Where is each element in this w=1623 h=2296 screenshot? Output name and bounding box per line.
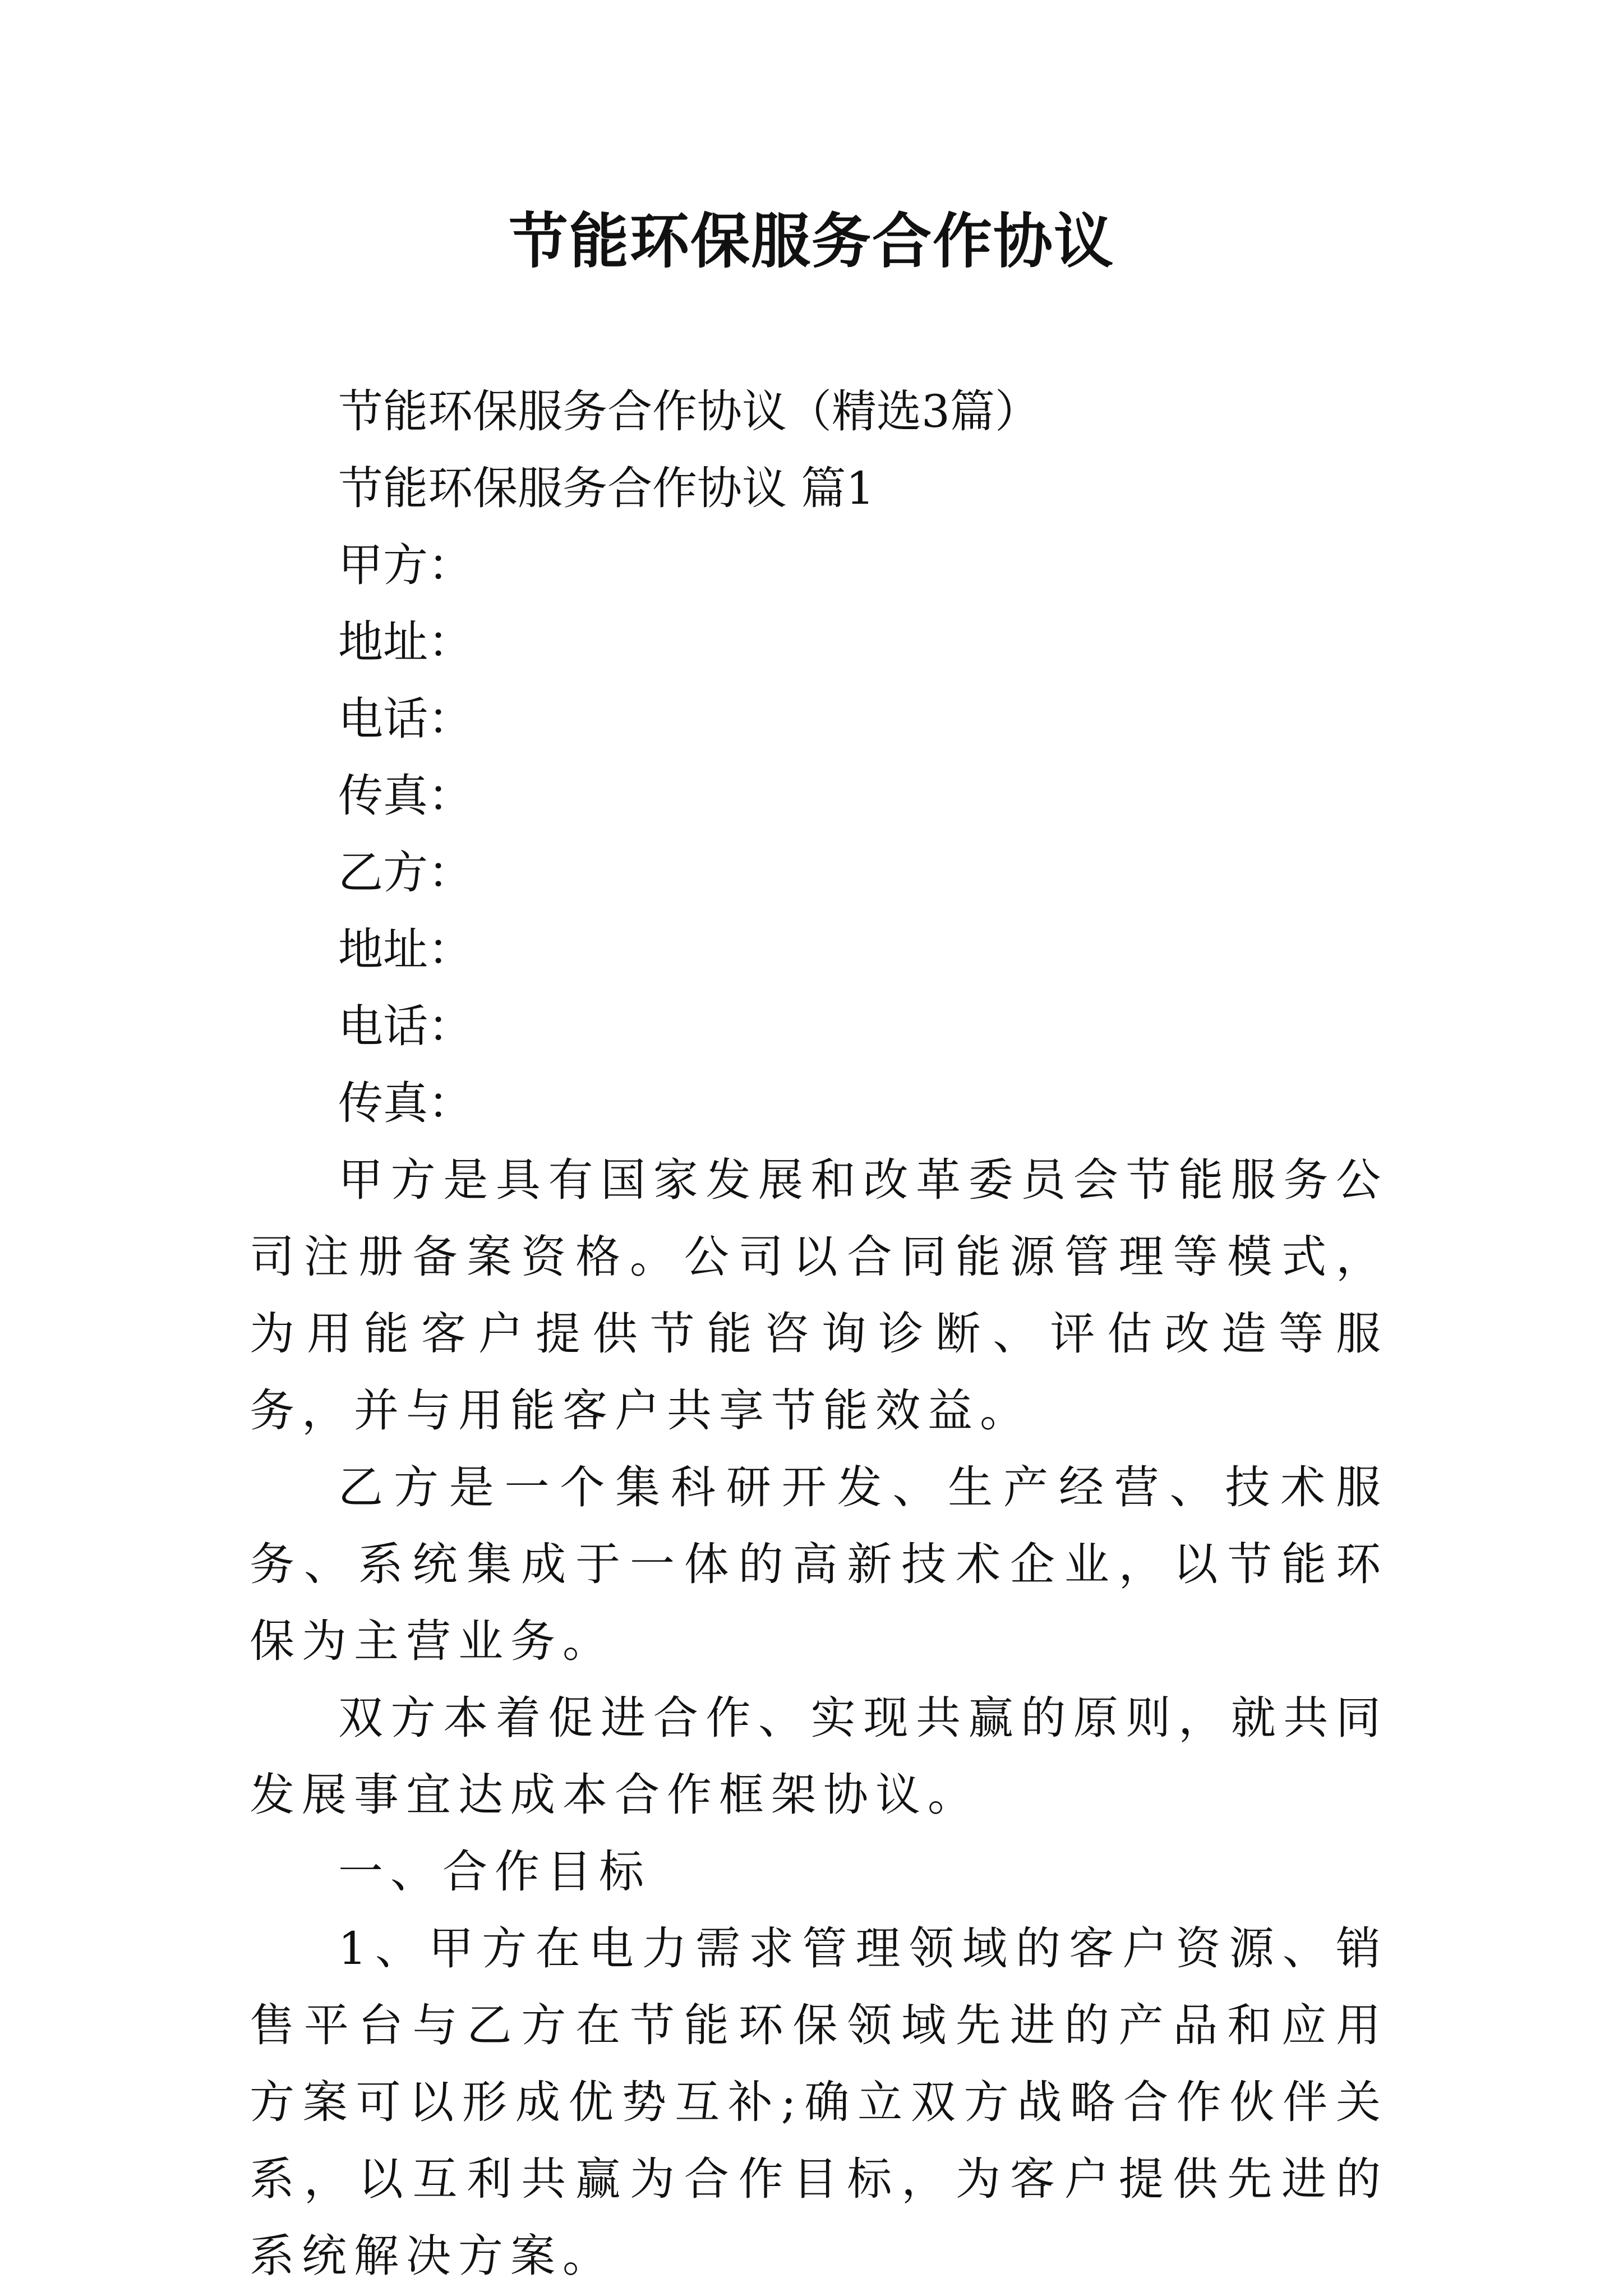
section-heading-cooperation-goal: 一、合作目标: [338, 1846, 651, 1898]
document-body: [250, 373, 1388, 2294]
paragraph-party-a-intro: 甲方是具有国家发展和改革委员会节能服务公司注册备案资格。公司以合同能源管理等模式，为用能客户提供节能咨询诊断、评估改造等服务，并与用能客户共享节能效益。: [250, 1154, 1388, 1437]
party-b-label: 乙方：: [338, 846, 473, 899]
party-b-phone-label: 电话：: [338, 1000, 473, 1052]
part-heading: 节能环保服务合作协议 篇1: [338, 462, 875, 514]
party-a-label: 甲方：: [338, 539, 473, 591]
heading-line: 节能环保服务合作协议（精选3篇）: [338, 385, 1040, 438]
party-a-address-label: 地址：: [338, 616, 473, 668]
party-b-address-label: 地址：: [338, 923, 473, 976]
paragraph-principle: 双方本着促进合作、实现共赢的原则，就共同发展事宜达成本合作框架协议。: [250, 1692, 1388, 1821]
party-a-phone-label: 电话：: [338, 693, 473, 745]
party-b-fax-label: 传真：: [338, 1077, 473, 1129]
party-a-fax-label: 传真：: [338, 770, 473, 822]
paragraph-item-1: 1、甲方在电力需求管理领域的客户资源、销售平台与乙方在节能环保领域先进的产品和应用方案可以形成优势互补;确立双方战略合作伙伴关系，以互利共赢为合作目标，为客户提供先进的系统解决方案。: [250, 1922, 1388, 2282]
paragraph-party-b-intro: 乙方是一个集科研开发、生产经营、技术服务、系统集成于一体的高新技术企业，以节能环保为主营业务。: [250, 1461, 1388, 1667]
document-title: 节能环保服务合作协议: [509, 206, 1114, 276]
